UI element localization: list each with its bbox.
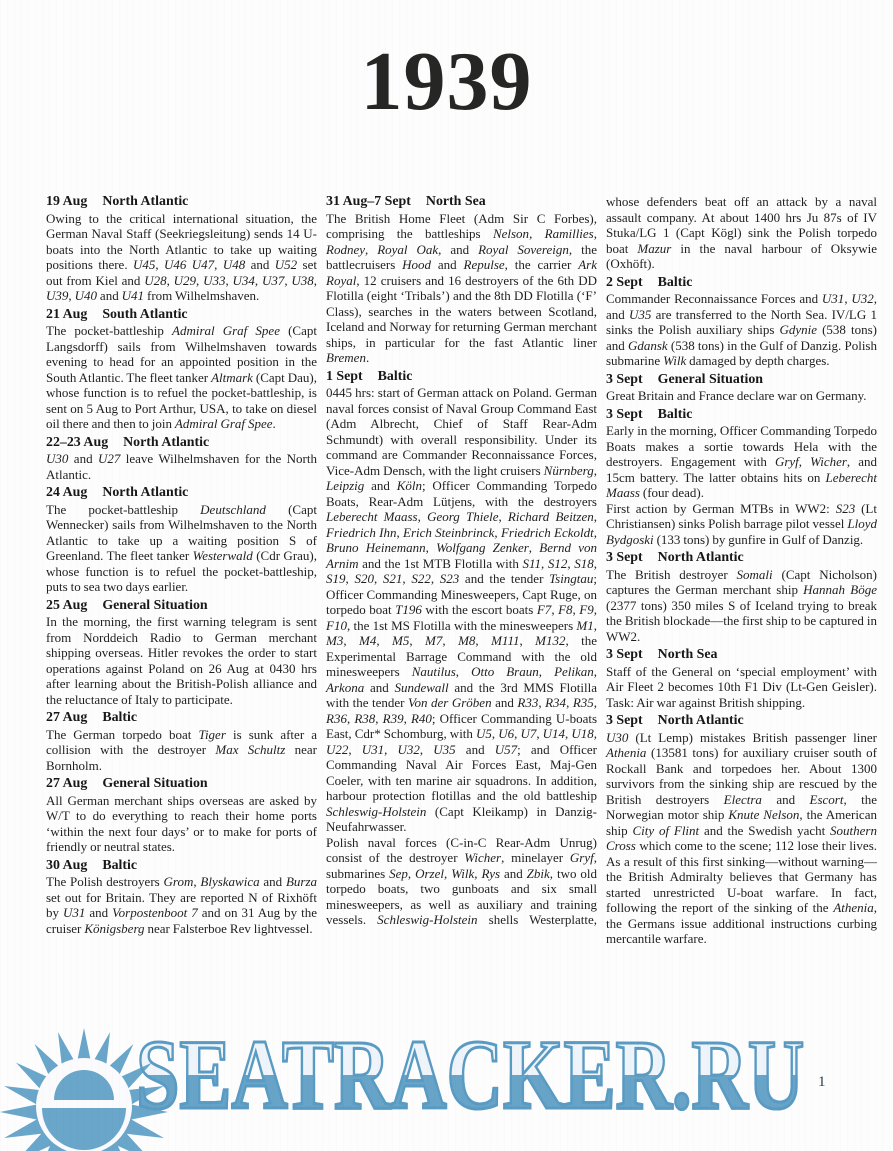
entry-paragraph: Owing to the critical international situation, the German Naval Staff (Seekriegsleitung) sends 14 U-boats into the North Atlantic to take up waiting positions there. U45, U46 U47, U48 and U52 set out from Kiel and U28, U29, U33, U34, U37, U38, U39, U40 and U41 from Wilhelmshaven. xyxy=(46,210,318,303)
entry-heading xyxy=(46,435,317,451)
text-column xyxy=(606,194,877,947)
watermark xyxy=(0,1019,893,1151)
entry-region: North Atlantic xyxy=(102,194,189,209)
entry-paragraph: The pocket-battleship Admiral Graf Spee (Capt Langsdorff) sails from Wilhelmshaven towards evening to head for an appointed position in the South Atlantic. The fleet tanker Altmark (Capt Dau), whose function is to refuel the pocket-battleship, is sent on 5 Aug to Port Arthur, USA, to take on diesel oil there and then to join Admiral Graf Spee. xyxy=(46,323,317,431)
entry-heading xyxy=(606,372,877,388)
entry-date: 21 Aug xyxy=(46,306,88,322)
entry-region: South Atlantic xyxy=(102,306,188,322)
entry-date: 24 Aug xyxy=(46,485,88,500)
entry-region: North Atlantic xyxy=(123,434,210,450)
entry-heading xyxy=(46,776,317,792)
entry-heading xyxy=(606,275,877,291)
sun-logo-icon xyxy=(0,1026,170,1151)
entry-paragraph: The British destroyer Somali (Capt Nicholson) captures the German merchant ship Hannah Böge (2377 tons) 350 miles S of Iceland trying to break the British blockade—the first ship to be captured in WW2. xyxy=(606,566,877,644)
entry-region: North Sea xyxy=(657,647,718,662)
entry-region: General Situation xyxy=(102,597,208,613)
entry-date: 1 Sept xyxy=(326,368,363,384)
entry-heading xyxy=(326,194,597,210)
entry-heading xyxy=(46,485,317,501)
columns xyxy=(46,194,877,947)
entry-region: Baltic xyxy=(102,857,138,873)
entry-date: 3 Sept xyxy=(606,647,643,662)
entry-region: North Atlantic xyxy=(102,485,189,500)
entry-paragraph: U30 (Lt Lemp) mistakes British passenger liner Athenia (13581 tons) for auxiliary cruiser south of Rockall Bank and torpedoes her. About 1300 survivors from the sinking ship are rescued by the British destroyers Electra and Escort, the Norwegian motor ship Knute Nelson, the American ship City of Flint and the Swedish yacht Southern Cross which come to the scene; 112 lose their lives. As a result of this first sinking—without warning—the British Admiralty believes that Germany has started unrestricted U-boat warfare. In fact, following the report of the sinking of the Athenia, the Germans issue additional instructions curbing mercantile warfare. xyxy=(606,729,877,946)
entry-region: Baltic xyxy=(377,368,413,384)
entry-heading xyxy=(46,598,317,614)
entry-region: Baltic xyxy=(657,274,693,290)
entry-paragraph: Great Britain and France declare war on Germany. xyxy=(606,388,867,403)
entry-date: 19 Aug xyxy=(46,194,88,209)
page-title: 1939 xyxy=(360,35,533,128)
entry-region: Baltic xyxy=(102,710,138,725)
entry-heading xyxy=(606,550,877,566)
entry-paragraph: The British Home Fleet (Adm Sir C Forbes), comprising the battleships Nelson, Ramillies, Rodney, Royal Oak, and Royal Sovereign, the battlecruisers Hood and Repulse, the carrier Ark Royal, 12 cruisers and 16 destroyers of the 6th DD Flotilla (eight ‘Tribals’) and the 8th DD Flotilla (‘F’ Class), searches in the waters between Scotland, Iceland and Norway for returning German merchant ships, in particular for the fast Atlantic liner Bremen. xyxy=(326,210,598,365)
entry-paragraph: U30 and U27 leave Wilhelmshaven for the North Atlantic. xyxy=(46,451,317,482)
entry-paragraph: Early in the morning, Officer Commanding Torpedo Boats makes a sortie towards Hela with the destroyers. Engagement with Gryf, Wicher, and 15cm battery. The latter obtains hits on Leberecht Maass (four dead). xyxy=(606,423,877,500)
entry-heading xyxy=(46,307,317,323)
entry-heading xyxy=(46,194,317,210)
entry-date: 27 Aug xyxy=(46,776,88,791)
entry-date: 25 Aug xyxy=(46,597,88,613)
entry-date: 3 Sept xyxy=(606,550,643,565)
watermark-text: SEATRACKER.RU xyxy=(136,1019,805,1130)
entry-date: 30 Aug xyxy=(46,857,88,873)
entry-paragraph: 0445 hrs: start of German attack on Poland. German naval forces consist of Naval Group Command East (Adm Albrecht, Chief of Staff Rear-Adm Schmundt) with overall responsibility. Under its command are Commander Reconnaissance Forces, Vice-Adm Densch, with the light cruisers Nürnberg, Leipzig and Köln; Officer Commanding Torpedo Boats, Rear-Adm Lütjens, with the destroyers Leberecht Maass, Georg Thiele, Richard Beitzen, Friedrich Ihn, Erich Steinbrinck, Friedrich Eckoldt, Bruno Heinemann, Wolfgang Zenker, Bernd von Arnim and the 1st MTB Flotilla with S11, S12, S18, S19, S20, S21, S22, S23 and the tender Tsingtau; Officer Commanding Minesweepers, Capt Ruge, on torpedo boat T196 with the escort boats F7, F8, F9, F10, the 1st MS Flotilla with the minesweepers M1, M3, M4, M5, M7, M8, M111, M132, the Experimental Barrage Command with the old minesweepers Nautilus, Otto Braun, Pelikan, Arkona and Sundewall and the 3rd MMS Flotilla with the tender Von der Gröben and R33, R34, R35, R36, R38, R39, R40; Officer Commanding U-boats East, Cdr* Schomburg, with U5, U6, U7, U14, U18, U22, U31, U32, U35 and U57; and Officer Commanding Naval Air Forces East, Maj-Gen Coeler, with ten marine air squadrons. In addition, harbour protection flotillas and the old battleship Schleswig-Holstein (Capt Kleikamp) in Danzig-Neufahrwasser. xyxy=(326,385,598,834)
entry-date: 3 Sept xyxy=(606,371,643,387)
entry-heading xyxy=(606,713,877,729)
entry-heading xyxy=(326,369,597,385)
entry-date: 27 Aug xyxy=(46,710,88,725)
entry-region: General Situation xyxy=(102,776,208,791)
entry-paragraph: Commander Reconnaissance Forces and U31, U32, and U35 are transferred to the North Sea. IV/LG 1 sinks the Polish auxiliary ships Gdynie (538 tons) and Gdansk (538 tons) in the Gulf of Danzig. Polish submarine Wilk damaged by depth charges. xyxy=(606,291,878,368)
text-column xyxy=(46,194,317,936)
entry-paragraph: Staff of the General on ‘special employment’ with Air Fleet 2 becomes 10th F1 Div (Lt-Gen Geisler). Task: Air war against British shipping. xyxy=(606,663,877,710)
entry-paragraph: All German merchant ships overseas are asked by W/T to do everything to reach their home ports ‘within the next four days’ or to make for ports of friendly or neutral states. xyxy=(46,792,317,854)
entry-date: 3 Sept xyxy=(606,713,643,728)
text-column xyxy=(326,194,597,928)
entry-paragraph: In the morning, the first warning telegram is sent from Norddeich Radio to German merchant shipping overseas. Hitler revokes the order to start operations against Poland on 26 Aug at 0430 hrs after learning about the British-Polish alliance and the reluctance of Italy to participate. xyxy=(46,614,317,707)
sun-rays xyxy=(0,1028,168,1151)
entry-paragraph: The pocket-battleship Deutschland (Capt Wennecker) sails from Wilhelmshaven to the North Atlantic to take up a waiting position S of Greenland. The fleet tanker Westerwald (Cdr Grau), whose function is to refuel the pocket-battleship, puts to sea two days earlier. xyxy=(46,501,317,594)
entry-region: Baltic xyxy=(657,406,693,422)
entry-paragraph: The Polish destroyers Grom, Blyskawica and Burza set out for Britain. They are reported N of Rixhöft by U31 and Vorpostenboot 7 and on 31 Aug by the cruiser Königsberg near Falsterboe Rev lightvessel. xyxy=(46,874,318,936)
entry-heading xyxy=(46,858,317,874)
entry-heading xyxy=(606,407,877,423)
entry-region: North Atlantic xyxy=(657,550,744,565)
entry-paragraph: The German torpedo boat Tiger is sunk after a collision with the destroyer Max Schultz near Bornholm. xyxy=(46,726,317,773)
entry-heading xyxy=(46,710,317,726)
entry-date: 22–23 Aug xyxy=(46,434,109,450)
entry-date: 2 Sept xyxy=(606,274,643,290)
entry-region: General Situation xyxy=(657,371,764,387)
entry-region: North Sea xyxy=(425,194,486,209)
entry-paragraph: whose defenders beat off an attack by a naval assault company. At about 1400 hrs Ju 87s of IV Stuka/LG 1 (Capt Kögl) sink the Polish torpedo boat Mazur in the naval harbour of Oksywie (Oxhöft). xyxy=(606,194,877,271)
entry-date: 31 Aug–7 Sept xyxy=(326,194,411,209)
entry-paragraph: First action by German MTBs in WW2: S23 (Lt Christiansen) sinks Polish barrage pilot vessel Lloyd Bydgoski (133 tons) by gunfire in Gulf of Danzig. xyxy=(606,500,877,547)
entry-region: North Atlantic xyxy=(657,713,744,728)
entry-paragraph: Polish naval forces (C-in-C Rear-Adm Unrug) consist of the destroyer Wicher, minelayer Gryf, submarines Sep, Orzel, Wilk, Rys and Zbik, two old torpedo boats, two gunboats and six small minesweepers, as well as auxiliary and training vessels. Schleswig-Holstein shells Westerplatte, xyxy=(326,834,598,927)
entry-date: 3 Sept xyxy=(606,406,643,422)
page-number: 1 xyxy=(818,1074,826,1090)
entry-heading xyxy=(606,647,877,663)
